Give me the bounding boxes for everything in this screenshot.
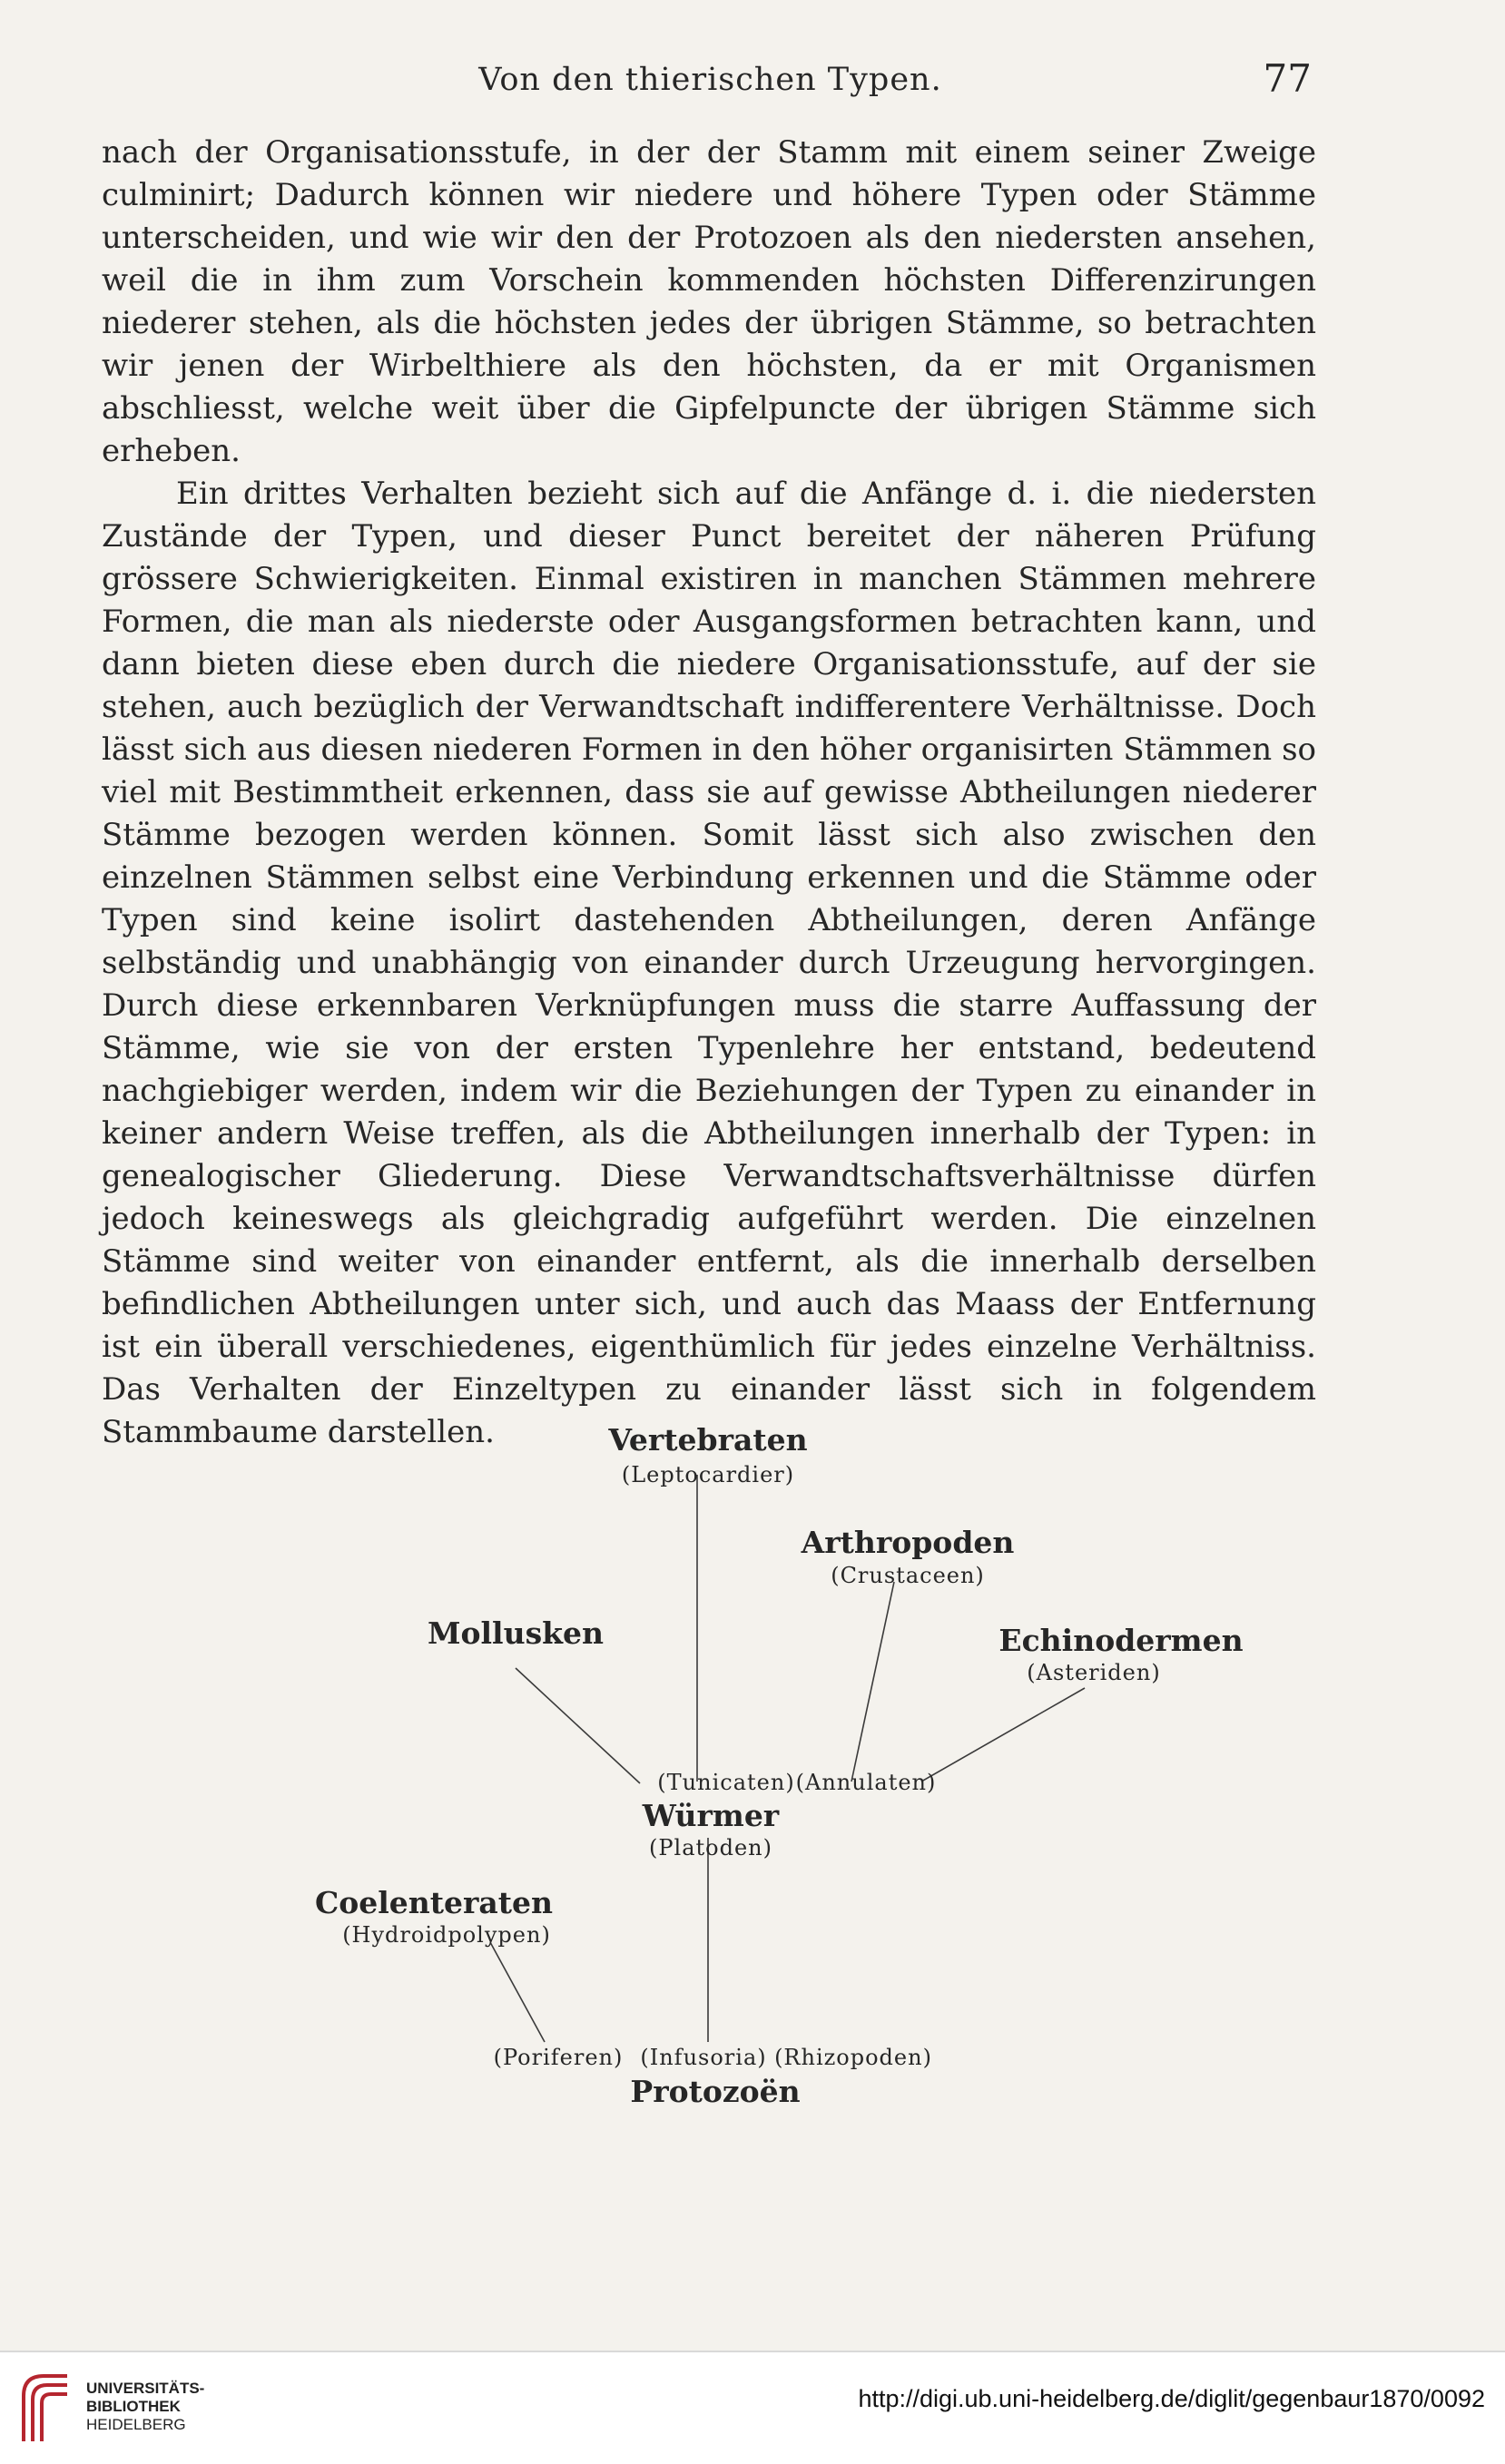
tree-label-asteriden: (Asteriden): [1027, 1660, 1161, 1685]
tree-label-vertebraten: Vertebraten: [608, 1422, 808, 1458]
paragraph: Ein drittes Verhalten bezieht sich auf die Anfänge d. i. die niedersten Zustände der Typen, und dieser Punct bereitet der näheren Prüfung grössere Schwierigkeiten. Einmal existiren in manchen Stämmen mehrere Formen, die man als niederste oder Ausgangsformen betrachten kann, und dann bieten diese eben durch die niedere Organisationsstufe, auf der sie stehen, auch bezüglich der Verwandtschaft indifferentere Verhältnisse. Doch lässt sich aus diesen niederen Formen in den höher organisirten Stämmen so viel mit Bestimmtheit erkennen, dass sie auf gewisse Abtheilungen niederer Stämme bezogen werden können. Somit lässt sich also zwischen den einzelnen Stämmen selbst eine Verbindung erkennen und die Stämme oder Typen sind keine isolirt dastehenden Abtheilungen, deren Anfänge selbständig und unabhängig von einander durch Urzeugung hervorgingen. Durch diese erkennbaren Verknüpfungen muss die starre Auffassung der Stämme, wie sie von der ersten Typenlehre her entstand, bedeutend nachgiebiger werden, indem wir die Beziehungen der Typen zu einander in keiner andern Weise treffen, als die Abtheilungen innerhalb der Typen: in genealogischer Gliederung. Diese Verwandtschaftsverhältnisse dürfen jedoch keineswegs als gleichgradig aufgeführt werden. Die einzelnen Stämme sind weiter von einander entfernt, als die innerhalb derselben befindlichen Abtheilungen unter sich, und auch das Maass der Entfernung ist ein überall verschiedenes, eigenthümlich für jedes einzelne Verhältniss. Das Verhalten der Einzeltypen zu einander lässt sich in folgendem Stammbaume darstellen.: [102, 476, 1316, 1450]
tree-label-infusoria: (Infusoria): [640, 2045, 767, 2070]
university-library-logo-icon: [16, 2369, 73, 2445]
tree-label-platoden: (Platoden): [649, 1835, 772, 1860]
tree-label-tunicaten: (Tunicaten): [657, 1770, 795, 1795]
arthropoden-branch: [851, 1582, 894, 1782]
library-footer: [0, 2351, 1505, 2464]
library-name-line: BIBLIOTHEK: [86, 2398, 181, 2415]
tree-label-protozoen: Protozoën: [630, 2074, 801, 2109]
tree-label-coelenteraten: Coelenteraten: [314, 1885, 554, 1920]
paragraph: nach der Organisationsstufe, in der der Stamm mit einem seiner Zweige culminirt; Dadurch können wir niedere und höhere Typen oder Stämme unterscheiden, und wie wir den der Protozoen als den niedersten ansehen, weil die in ihm zum Vorschein kommenden höchsten Differenzirungen niederer stehen, als die höchsten jedes der übrigen Stämme, so betrachten wir jenen der Wirbelthiere als den höchsten, da er mit Organismen abschliesst, welche weit über die Gipfelpuncte der übrigen Stämme sich erheben.: [102, 134, 1316, 469]
page-header: [100, 56, 1321, 107]
tree-label-leptocardier: (Leptocardier): [621, 1462, 795, 1487]
coelenteraten-branch: [490, 1942, 545, 2042]
mollusken-branch: [516, 1668, 640, 1783]
tree-label-annulaten: (Annulaten): [795, 1770, 937, 1795]
tree-label-hydroidpolypen: (Hydroidpolypen): [342, 1922, 551, 1948]
tree-label-arthropoden: Arthropoden: [801, 1525, 1015, 1560]
source-url-link[interactable]: http://digi.ub.uni-heidelberg.de/diglit/gegenbaur1870/0092: [858, 2385, 1485, 2412]
running-title: Von den thierischen Typen.: [478, 62, 942, 98]
echinodermen-branch: [921, 1688, 1085, 1782]
library-name-line: HEIDELBERG: [86, 2416, 186, 2433]
tree-label-poriferen: (Poriferen): [493, 2045, 624, 2070]
library-name: [86, 2380, 204, 2434]
library-name-line: UNIVERSITÄTS-: [86, 2380, 205, 2397]
tree-label-crustaceen: (Crustaceen): [831, 1563, 985, 1588]
tree-label-wuermer: Würmer: [642, 1798, 780, 1833]
tree-label-rhizopoden: (Rhizopoden): [774, 2045, 932, 2070]
tree-lines: [0, 1402, 1505, 2128]
tree-label-echinodermen: Echinodermen: [998, 1623, 1244, 1658]
page-number: 77: [1263, 56, 1312, 101]
phylogenetic-tree-diagram: [0, 1402, 1505, 2128]
body-text: [102, 132, 1316, 1454]
tree-label-mollusken: Mollusken: [427, 1615, 605, 1651]
